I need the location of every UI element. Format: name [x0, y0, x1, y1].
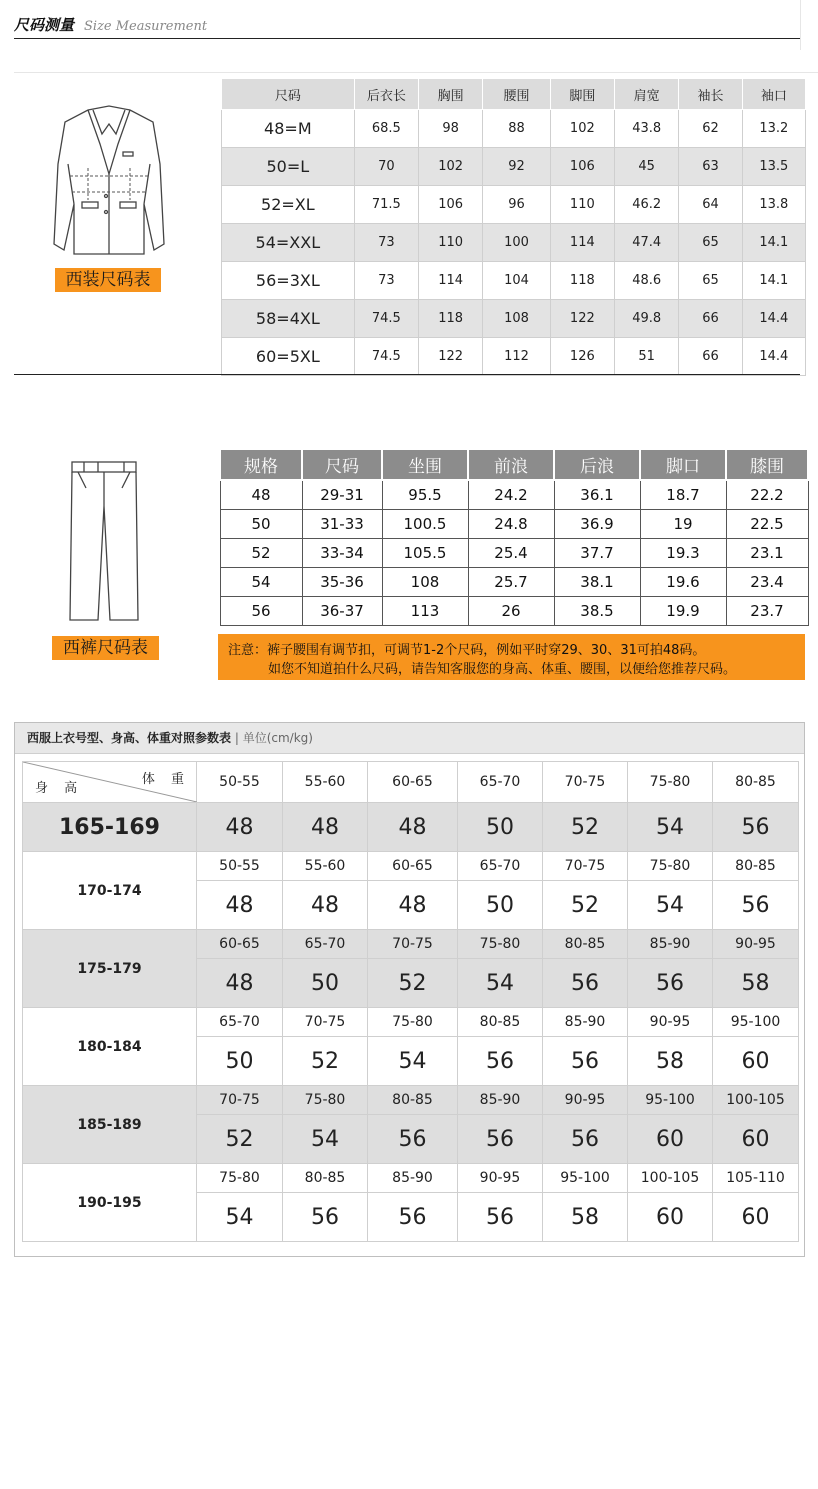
trousers-header-row [220, 449, 808, 480]
reference-height-cell: 170-174 [23, 852, 197, 930]
reference-weight-cell: 65-70 [458, 852, 543, 881]
suit-table-row [222, 224, 806, 262]
suit-value-cell: 110 [550, 186, 614, 224]
suit-value-cell: 64 [679, 186, 742, 224]
reference-size-cell: 56 [628, 959, 713, 1008]
trousers-value-cell: 48 [220, 480, 302, 510]
suit-header-cell: 肩宽 [615, 79, 679, 110]
note-line-2: 如您不知道拍什么尺码，请告知客服您的身高、体重、腰围，以便给您推荐尺码。 [268, 662, 737, 677]
suit-value-cell: 104 [483, 262, 550, 300]
trousers-value-cell: 22.2 [726, 480, 808, 510]
suit-value-cell: 108 [483, 300, 550, 338]
reference-height-cell: 175-179 [23, 930, 197, 1008]
reference-height-cell: 185-189 [23, 1086, 197, 1164]
trousers-value-cell: 25.7 [468, 568, 554, 597]
corner-weight-label: 体 重 [141, 772, 190, 787]
trousers-value-cell: 56 [220, 597, 302, 626]
height-weight-reference-table [22, 761, 799, 1242]
reference-size-cell: 48 [368, 803, 458, 852]
reference-size-cell: 52 [543, 803, 628, 852]
reference-height-cell: 190-195 [23, 1164, 197, 1242]
trousers-header-cell: 坐围 [382, 449, 468, 480]
trousers-value-cell: 36.1 [554, 480, 640, 510]
reference-height-cell: 180-184 [23, 1008, 197, 1086]
suit-table-row [222, 110, 806, 148]
reference-weight-cell: 70-75 [368, 930, 458, 959]
reference-size-cell: 48 [197, 803, 283, 852]
trousers-value-cell: 36.9 [554, 510, 640, 539]
trousers-header-cell: 规格 [220, 449, 302, 480]
reference-size-cell: 54 [628, 803, 713, 852]
reference-size-cell: 60 [713, 1037, 799, 1086]
suit-size-cell: 58=4XL [222, 300, 355, 338]
reference-size-cell: 48 [197, 881, 283, 930]
reference-size-cell: 60 [713, 1115, 799, 1164]
suit-value-cell: 66 [679, 300, 742, 338]
suit-header-row [222, 79, 806, 110]
suit-value-cell: 43.8 [615, 110, 679, 148]
reference-size-cell: 48 [283, 803, 368, 852]
suit-value-cell: 70 [354, 148, 418, 186]
trousers-value-cell: 19.3 [640, 539, 726, 568]
suit-value-cell: 92 [483, 148, 550, 186]
suit-value-cell: 13.8 [742, 186, 805, 224]
suit-value-cell: 122 [550, 300, 614, 338]
reference-size-cell: 52 [368, 959, 458, 1008]
reference-size-cell: 52 [543, 881, 628, 930]
trousers-value-cell: 100.5 [382, 510, 468, 539]
reference-size-cell: 56 [458, 1193, 543, 1242]
trousers-header-cell: 膝围 [726, 449, 808, 480]
suit-value-cell: 14.4 [742, 300, 805, 338]
suit-value-cell: 106 [419, 186, 483, 224]
reference-weight-cell: 65-70 [197, 1008, 283, 1037]
suit-value-cell: 71.5 [354, 186, 418, 224]
trousers-size-table [219, 448, 809, 626]
suit-value-cell: 88 [483, 110, 550, 148]
trousers-value-cell: 18.7 [640, 480, 726, 510]
suit-value-cell: 96 [483, 186, 550, 224]
suit-value-cell: 68.5 [354, 110, 418, 148]
trousers-value-cell: 38.5 [554, 597, 640, 626]
suit-value-cell: 13.2 [742, 110, 805, 148]
trousers-header-cell: 后浪 [554, 449, 640, 480]
suit-value-cell: 110 [419, 224, 483, 262]
suit-size-label: 西装尺码表 [55, 268, 161, 292]
reference-size-cell: 48 [197, 959, 283, 1008]
suit-value-cell: 49.8 [615, 300, 679, 338]
suit-value-cell: 98 [419, 110, 483, 148]
reference-weight-cell: 60-65 [368, 852, 458, 881]
suit-size-cell: 60=5XL [222, 338, 355, 376]
suit-value-cell: 65 [679, 224, 742, 262]
suit-value-cell: 74.5 [354, 300, 418, 338]
note-line-1: 注意：裤子腰围有调节扣，可调节1-2个尺码，例如平时穿29、30、31可拍48码。 [228, 643, 706, 658]
trousers-value-cell: 37.7 [554, 539, 640, 568]
trousers-value-cell: 50 [220, 510, 302, 539]
reference-size-cell: 60 [713, 1193, 799, 1242]
trousers-value-cell: 19.6 [640, 568, 726, 597]
reference-weight-cell: 80-85 [713, 762, 799, 803]
reference-weight-cell: 95-100 [628, 1086, 713, 1115]
trousers-table-row [220, 510, 808, 539]
trousers-value-cell: 52 [220, 539, 302, 568]
reference-caption: 西服上衣号型、身高、体重对照参数表 [27, 731, 232, 745]
reference-weight-cell: 80-85 [543, 930, 628, 959]
reference-size-cell: 56 [543, 959, 628, 1008]
reference-size-cell: 58 [628, 1037, 713, 1086]
reference-weight-cell: 80-85 [368, 1086, 458, 1115]
trousers-value-cell: 24.2 [468, 480, 554, 510]
trousers-value-cell: 19 [640, 510, 726, 539]
suit-value-cell: 14.1 [742, 262, 805, 300]
reference-weight-cell: 75-80 [197, 1164, 283, 1193]
trousers-table-row [220, 480, 808, 510]
suit-value-cell: 51 [615, 338, 679, 376]
reference-weight-cell: 85-90 [543, 1008, 628, 1037]
reference-size-cell: 50 [458, 803, 543, 852]
right-edge-line [800, 0, 801, 50]
trousers-illustration [64, 458, 144, 624]
reference-caption-bar [15, 723, 804, 754]
reference-size-row [23, 803, 799, 852]
corner-height-label: 身 高 [35, 781, 84, 796]
suit-header-cell: 脚围 [550, 79, 614, 110]
suit-value-cell: 14.4 [742, 338, 805, 376]
reference-weight-cell: 55-60 [283, 762, 368, 803]
suit-value-cell: 63 [679, 148, 742, 186]
reference-weight-cell: 85-90 [368, 1164, 458, 1193]
reference-weight-cell: 90-95 [458, 1164, 543, 1193]
suit-size-cell: 48=M [222, 110, 355, 148]
reference-size-cell: 58 [713, 959, 799, 1008]
header-divider [14, 38, 801, 39]
suit-value-cell: 122 [419, 338, 483, 376]
reference-corner-diagonal [23, 762, 196, 802]
reference-weight-cell: 75-80 [283, 1086, 368, 1115]
trousers-value-cell: 38.1 [554, 568, 640, 597]
suit-value-cell: 48.6 [615, 262, 679, 300]
reference-weight-cell: 80-85 [458, 1008, 543, 1037]
trousers-value-cell: 24.8 [468, 510, 554, 539]
reference-size-cell: 48 [368, 881, 458, 930]
suit-value-cell: 102 [419, 148, 483, 186]
trousers-value-cell: 36-37 [302, 597, 382, 626]
suit-header-cell: 尺码 [222, 79, 355, 110]
suit-value-cell: 13.5 [742, 148, 805, 186]
trousers-value-cell: 105.5 [382, 539, 468, 568]
height-weight-reference-panel [14, 722, 805, 1257]
suit-value-cell: 100 [483, 224, 550, 262]
section-divider [14, 72, 818, 73]
section-divider-2 [14, 374, 800, 375]
trousers-header-cell: 脚口 [640, 449, 726, 480]
suit-header-cell: 腰围 [483, 79, 550, 110]
suit-header-cell: 袖口 [742, 79, 805, 110]
reference-weight-cell: 100-105 [628, 1164, 713, 1193]
suit-value-cell: 102 [550, 110, 614, 148]
suit-value-cell: 126 [550, 338, 614, 376]
reference-weight-cell: 75-80 [458, 930, 543, 959]
trousers-value-cell: 19.9 [640, 597, 726, 626]
trousers-table-row [220, 597, 808, 626]
reference-weight-cell: 70-75 [543, 852, 628, 881]
reference-weight-cell: 100-105 [713, 1086, 799, 1115]
reference-weight-row [23, 1164, 799, 1193]
reference-size-cell: 56 [713, 881, 799, 930]
suit-table-row [222, 300, 806, 338]
trousers-header-cell: 前浪 [468, 449, 554, 480]
trousers-value-cell: 35-36 [302, 568, 382, 597]
reference-size-cell: 54 [628, 881, 713, 930]
reference-corner-cell [23, 762, 197, 803]
reference-weight-cell: 85-90 [458, 1086, 543, 1115]
reference-size-cell: 56 [543, 1037, 628, 1086]
reference-size-cell: 56 [368, 1115, 458, 1164]
suit-value-cell: 114 [550, 224, 614, 262]
reference-weight-cell: 90-95 [628, 1008, 713, 1037]
reference-weight-cell: 50-55 [197, 852, 283, 881]
reference-weight-cell: 90-95 [713, 930, 799, 959]
suit-header-cell: 胸围 [419, 79, 483, 110]
reference-size-cell: 56 [543, 1115, 628, 1164]
reference-weight-row [23, 930, 799, 959]
reference-size-cell: 56 [713, 803, 799, 852]
suit-value-cell: 106 [550, 148, 614, 186]
page-title: 尺码测量 [14, 16, 75, 34]
suit-size-cell: 56=3XL [222, 262, 355, 300]
trousers-value-cell: 54 [220, 568, 302, 597]
suit-size-cell: 50=L [222, 148, 355, 186]
reference-weight-cell: 75-80 [368, 1008, 458, 1037]
reference-weight-cell: 65-70 [283, 930, 368, 959]
suit-size-table [221, 78, 806, 376]
reference-weight-cell: 80-85 [283, 1164, 368, 1193]
suit-value-cell: 45 [615, 148, 679, 186]
trousers-value-cell: 23.4 [726, 568, 808, 597]
reference-size-cell: 54 [368, 1037, 458, 1086]
suit-value-cell: 62 [679, 110, 742, 148]
suit-table-row [222, 262, 806, 300]
reference-height-cell: 165-169 [23, 803, 197, 852]
reference-weight-cell: 70-75 [283, 1008, 368, 1037]
reference-size-cell: 52 [197, 1115, 283, 1164]
suit-value-cell: 74.5 [354, 338, 418, 376]
trousers-size-label: 西裤尺码表 [52, 636, 159, 660]
trousers-value-cell: 113 [382, 597, 468, 626]
suit-value-cell: 73 [354, 262, 418, 300]
trousers-note-box [218, 634, 805, 680]
reference-weight-cell: 85-90 [628, 930, 713, 959]
reference-weight-cell: 75-80 [628, 762, 713, 803]
reference-weight-cell: 70-75 [543, 762, 628, 803]
suit-value-cell: 118 [419, 300, 483, 338]
suit-jacket-illustration [48, 104, 170, 259]
trousers-value-cell: 22.5 [726, 510, 808, 539]
suit-value-cell: 118 [550, 262, 614, 300]
trousers-value-cell: 23.1 [726, 539, 808, 568]
suit-value-cell: 46.2 [615, 186, 679, 224]
suit-value-cell: 114 [419, 262, 483, 300]
suit-header-cell: 袖长 [679, 79, 742, 110]
reference-size-cell: 54 [197, 1193, 283, 1242]
reference-size-cell: 58 [543, 1193, 628, 1242]
suit-table-row [222, 148, 806, 186]
trousers-value-cell: 95.5 [382, 480, 468, 510]
suit-value-cell: 47.4 [615, 224, 679, 262]
reference-size-cell: 56 [283, 1193, 368, 1242]
reference-weight-cell: 75-80 [628, 852, 713, 881]
reference-size-cell: 54 [283, 1115, 368, 1164]
trousers-value-cell: 108 [382, 568, 468, 597]
suit-size-cell: 52=XL [222, 186, 355, 224]
reference-size-cell: 48 [283, 881, 368, 930]
trousers-header-cell: 尺码 [302, 449, 382, 480]
reference-weight-cell: 60-65 [368, 762, 458, 803]
reference-size-cell: 50 [197, 1037, 283, 1086]
reference-size-cell: 60 [628, 1193, 713, 1242]
reference-weight-cell: 55-60 [283, 852, 368, 881]
trousers-value-cell: 31-33 [302, 510, 382, 539]
reference-weight-row [23, 852, 799, 881]
suit-value-cell: 66 [679, 338, 742, 376]
trousers-value-cell: 23.7 [726, 597, 808, 626]
trousers-value-cell: 33-34 [302, 539, 382, 568]
reference-weight-row [23, 762, 799, 803]
trousers-table-row [220, 539, 808, 568]
suit-value-cell: 112 [483, 338, 550, 376]
reference-weight-row [23, 1086, 799, 1115]
reference-size-cell: 52 [283, 1037, 368, 1086]
reference-weight-cell: 90-95 [543, 1086, 628, 1115]
reference-weight-cell: 65-70 [458, 762, 543, 803]
reference-weight-row [23, 1008, 799, 1037]
reference-weight-cell: 50-55 [197, 762, 283, 803]
suit-table-row [222, 186, 806, 224]
page-subtitle: Size Measurement [84, 19, 208, 34]
suit-value-cell: 65 [679, 262, 742, 300]
suit-value-cell: 73 [354, 224, 418, 262]
suit-value-cell: 14.1 [742, 224, 805, 262]
reference-size-cell: 56 [458, 1037, 543, 1086]
reference-size-cell: 50 [458, 881, 543, 930]
reference-weight-cell: 80-85 [713, 852, 799, 881]
suit-table-row [222, 338, 806, 376]
suit-size-cell: 54=XXL [222, 224, 355, 262]
trousers-value-cell: 25.4 [468, 539, 554, 568]
reference-weight-cell: 70-75 [197, 1086, 283, 1115]
reference-size-cell: 50 [283, 959, 368, 1008]
reference-size-cell: 56 [458, 1115, 543, 1164]
reference-unit: | 单位(cm/kg) [234, 731, 313, 745]
reference-size-cell: 54 [458, 959, 543, 1008]
trousers-value-cell: 29-31 [302, 480, 382, 510]
reference-size-cell: 56 [368, 1193, 458, 1242]
reference-weight-cell: 60-65 [197, 930, 283, 959]
reference-size-cell: 60 [628, 1115, 713, 1164]
suit-header-cell: 后衣长 [354, 79, 418, 110]
trousers-value-cell: 26 [468, 597, 554, 626]
reference-weight-cell: 105-110 [713, 1164, 799, 1193]
trousers-table-row [220, 568, 808, 597]
reference-weight-cell: 95-100 [713, 1008, 799, 1037]
reference-weight-cell: 95-100 [543, 1164, 628, 1193]
